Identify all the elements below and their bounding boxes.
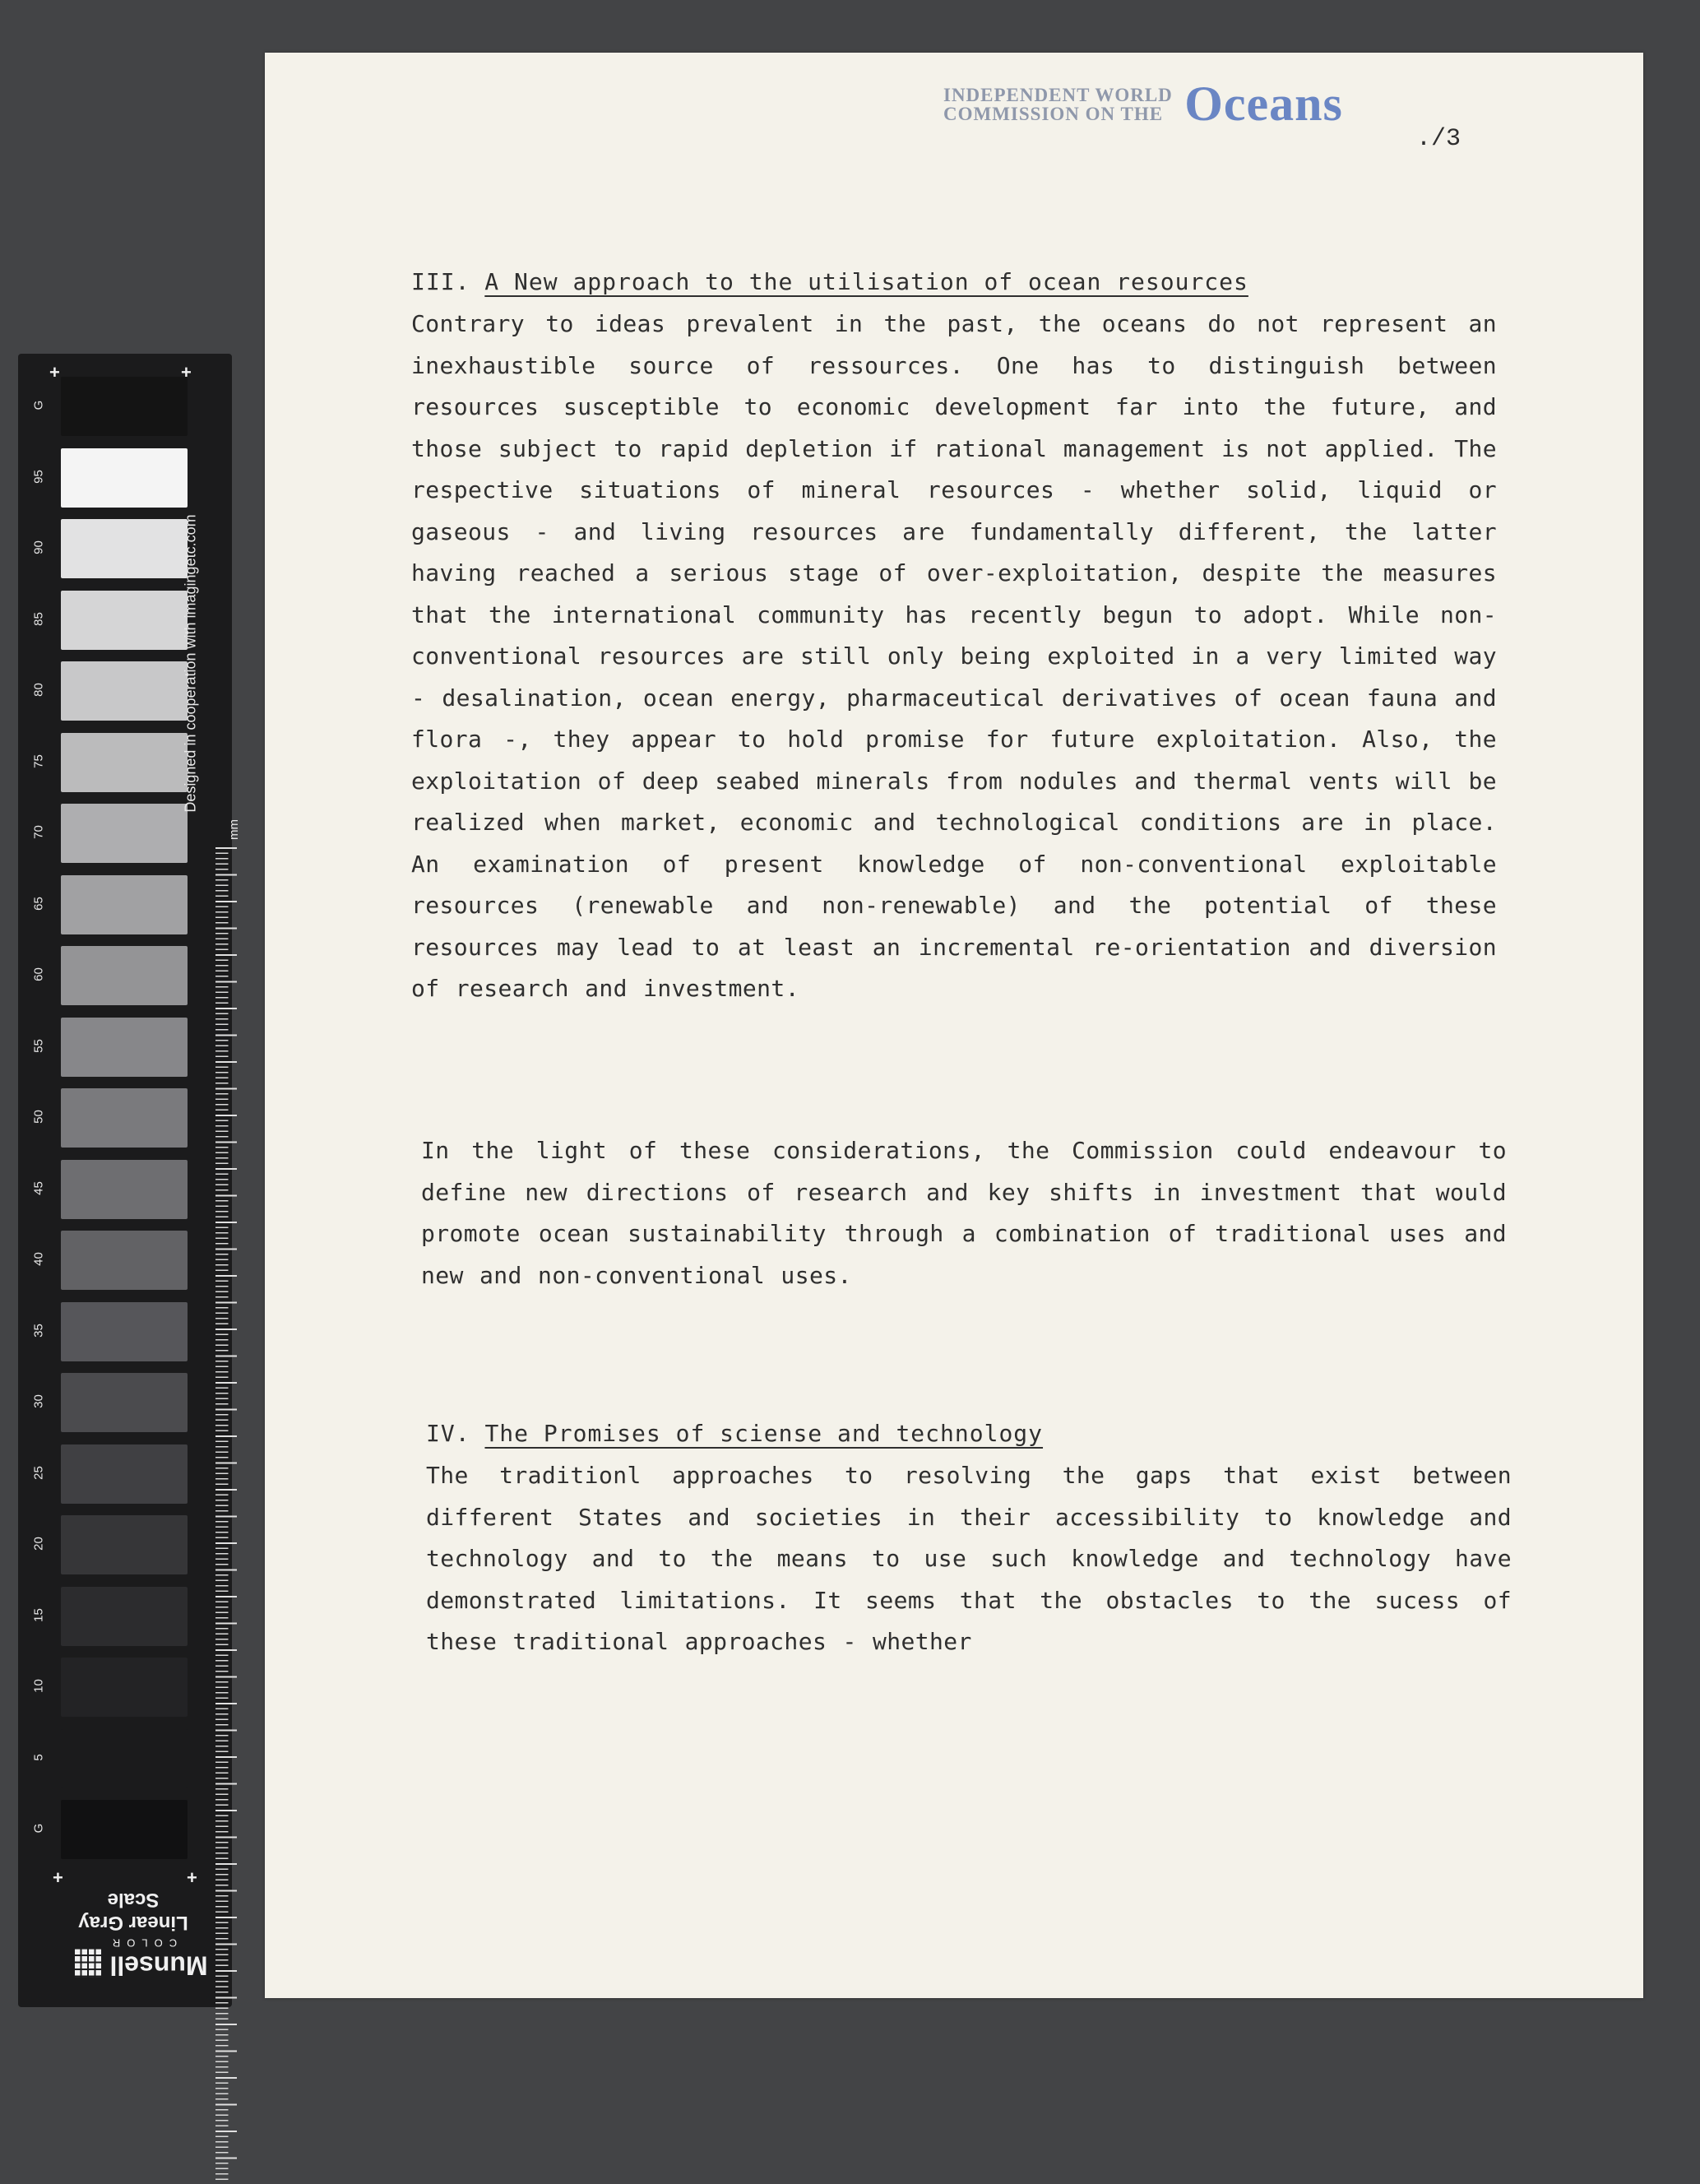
gray-patch xyxy=(61,519,188,578)
gray-patch-label xyxy=(18,804,58,875)
gray-patch-label xyxy=(18,591,58,662)
section-4-heading xyxy=(426,1420,1043,1447)
gray-patch-label-text: 70 xyxy=(31,825,46,839)
registration-mark: + xyxy=(49,362,60,383)
gray-patch xyxy=(61,1088,188,1148)
registration-mark: + xyxy=(53,1867,63,1888)
gray-patch-label xyxy=(18,946,58,1018)
gray-patch-label xyxy=(18,1515,58,1587)
gray-patch xyxy=(61,1373,188,1432)
gray-patch xyxy=(61,875,188,934)
munsell-logo xyxy=(67,1937,215,1981)
gray-patch-label xyxy=(18,1444,58,1516)
letterhead-line1: INDEPENDENT WORLD xyxy=(943,84,1173,105)
gray-patch xyxy=(61,1587,188,1646)
gray-patch-label xyxy=(18,1587,58,1658)
document-page xyxy=(265,53,1643,1998)
gray-patch-label xyxy=(18,1231,58,1302)
gray-patch-label xyxy=(18,448,58,520)
designed-by-text: Designed in cooperation with imagingetc.com xyxy=(182,514,199,813)
gray-patch-label xyxy=(18,1302,58,1374)
ruler-unit: mm xyxy=(227,819,241,840)
gray-patch xyxy=(61,591,188,650)
section-4-paragraph-1: The traditionl approaches to resolving the gaps that exist between different States and societies in their accessibility to knowledge and technology and to the means to use such knowledge and technology have demonstrated limitations. It seems that the obstacles to the sucess of these traditional approaches - whether xyxy=(426,1462,1512,1655)
section-3-title: A New approach to the utilisation of ocean resources xyxy=(484,268,1248,295)
letterhead-small-text xyxy=(943,86,1173,123)
gray-patch xyxy=(61,946,188,1005)
munsell-grid-icon xyxy=(75,1950,103,1978)
gray-scale-labels xyxy=(18,377,58,1871)
gray-patch-label-text: 5 xyxy=(31,1753,46,1761)
munsell-sub: COLOR xyxy=(105,1937,178,1950)
gray-patch-label-text: 60 xyxy=(31,967,46,981)
gray-patch-label-text: 25 xyxy=(31,1465,46,1480)
gray-patch-label-text: 65 xyxy=(31,896,46,911)
gray-patch-label xyxy=(18,1729,58,1801)
gray-patch-label xyxy=(18,1658,58,1729)
gray-patch xyxy=(61,1018,188,1077)
gray-patch-label xyxy=(18,519,58,591)
gray-scale-patches xyxy=(61,377,191,1871)
gray-patch xyxy=(61,1160,188,1219)
gray-patch xyxy=(61,1515,188,1574)
gray-patch-label xyxy=(18,1088,58,1160)
letterhead xyxy=(943,76,1343,141)
gray-patch xyxy=(61,804,188,863)
gray-patch-label xyxy=(18,1800,58,1871)
gray-patch-label-text: 90 xyxy=(31,540,46,554)
gray-scale-card xyxy=(18,354,241,2007)
gray-patch xyxy=(61,661,188,721)
gray-patch xyxy=(61,1302,188,1361)
gray-patch-label-text: 45 xyxy=(31,1180,46,1195)
gray-patch-label-text: 55 xyxy=(31,1038,46,1053)
gray-patch-label-text: 20 xyxy=(31,1537,46,1551)
gray-patch xyxy=(61,1658,188,1717)
gray-patch-label-text: 50 xyxy=(31,1110,46,1124)
letterhead-word: Oceans xyxy=(1184,77,1343,131)
gray-patch xyxy=(61,448,188,508)
gray-patch xyxy=(61,1800,188,1859)
gray-patch-label xyxy=(18,1160,58,1231)
registration-mark: + xyxy=(181,362,192,383)
munsell-brand: Munsell xyxy=(109,1950,208,1981)
gray-patch-label-text: 10 xyxy=(31,1679,46,1693)
gray-patch-label-text: G xyxy=(31,400,46,410)
gray-patch-label-text: 75 xyxy=(31,754,46,768)
gray-patch-label-text: 30 xyxy=(31,1394,46,1408)
gray-patch-label-text: 85 xyxy=(31,611,46,626)
gray-patch xyxy=(61,1729,188,1788)
gray-patch-label-text: 15 xyxy=(31,1607,46,1622)
gray-patch-label xyxy=(18,875,58,947)
gray-patch-label xyxy=(18,377,58,448)
page-number: ./3 xyxy=(1416,125,1461,153)
gray-patch xyxy=(61,377,188,436)
gray-patch-label-text: G xyxy=(31,1823,46,1834)
gray-patch xyxy=(61,1231,188,1290)
gray-patch-label xyxy=(18,1373,58,1444)
gray-patch-label-text: 80 xyxy=(31,683,46,697)
section-3-paragraph-1: Contrary to ideas prevalent in the past, the oceans do not represent an inexhaustible source of ressources. One has to distinguish between resources susceptible to economic development far into the future, and those subject to rapid depletion if rational management is not applied. The respective situations of mineral resources - whether solid, liquid or gaseous - and living resources are fundamentally different, the latter having reached a serious stage of over-exploitation, despite the measures that the international community has recently begun to adopt. While non-conventional resources are still only being exploited in a very limited way - desalination, ocean energy, pharmaceutical derivatives of ocean fauna and flora -, they appear to hold promise for future exploitation. Also, the exploitation of deep seabed minerals from nodules and thermal vents will be realized when market, economic and technological conditions are in place. An examination of present knowledge of non-conventional exploitable resources (renewable and non-renewable) and the potential of these resources may lead to at least an incremental re-orientation and diversion of research and investment. xyxy=(411,310,1497,1002)
gray-patch xyxy=(61,733,188,792)
gray-patch-label-text: 40 xyxy=(31,1252,46,1266)
letterhead-line2: COMMISSION ON THE xyxy=(943,103,1164,124)
gray-patch-label xyxy=(18,1018,58,1089)
gray-patch-label xyxy=(18,661,58,733)
section-4-number: IV. xyxy=(426,1420,470,1447)
gray-scale-title: Linear Gray Scale xyxy=(78,1889,188,1934)
gray-patch-label xyxy=(18,733,58,805)
gray-patch-label-text: 35 xyxy=(31,1323,46,1338)
gray-patch-label-text: 95 xyxy=(31,469,46,484)
section-3-paragraph-2: In the light of these considerations, the Commission could endeavour to define new directions of research and key shifts in investment that would promote ocean sustainability through a combination of traditional uses and new and non-conventional uses. xyxy=(421,1137,1507,1289)
registration-mark: + xyxy=(187,1867,197,1888)
ruler-major-ticks xyxy=(215,847,237,2184)
section-3-heading xyxy=(411,268,1248,295)
section-4-title: The Promises of sciense and technology xyxy=(484,1420,1044,1447)
section-3-number: III. xyxy=(411,268,470,295)
gray-patch xyxy=(61,1444,188,1504)
